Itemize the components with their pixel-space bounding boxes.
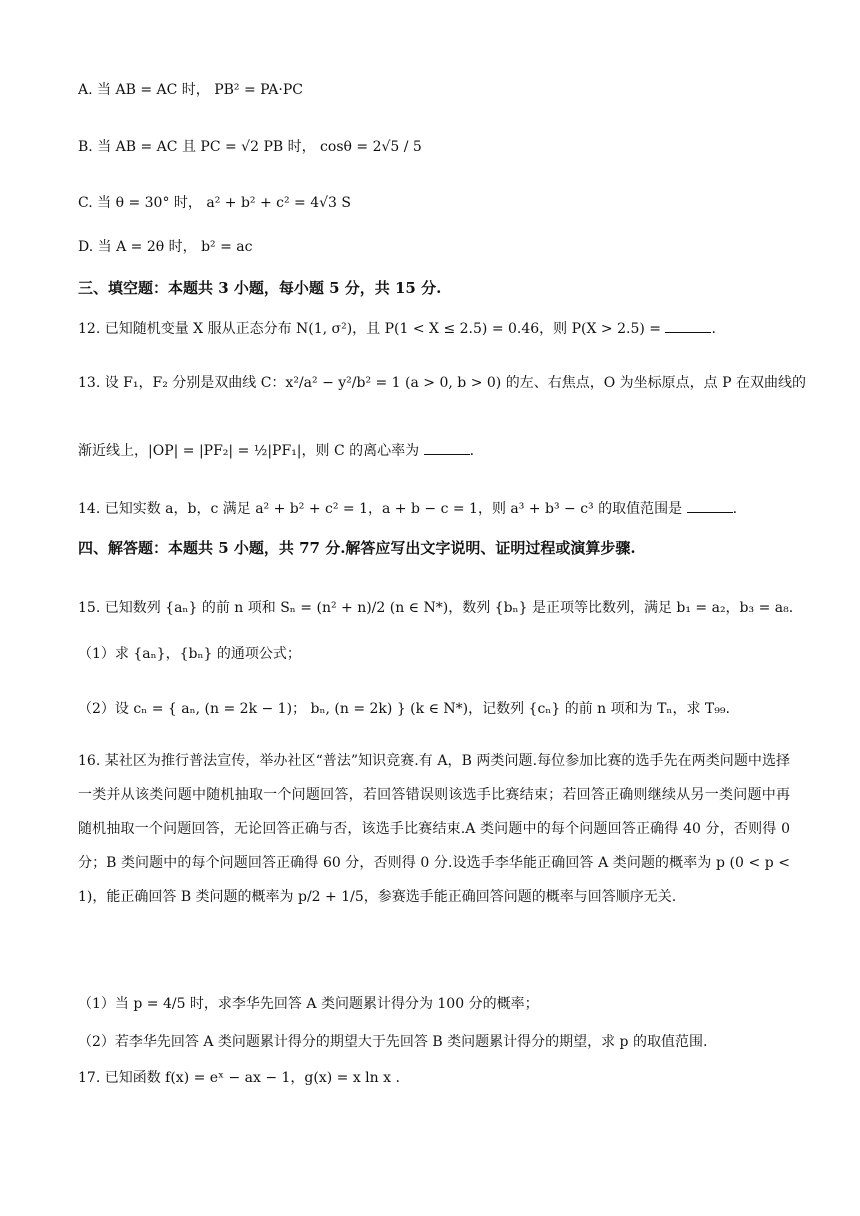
answer-blank bbox=[665, 318, 711, 333]
question-15-part-2: （2）设 cₙ = { aₙ, (n = 2k − 1)； bₙ, (n = 2k) } (k ∈ N*)，记数列 {cₙ} 的前 n 项和为 Tₙ，求 T₉₉. bbox=[78, 701, 730, 717]
question-15-stem: 15. 已知数列 {aₙ} 的前 n 项和 Sₙ = (n² + n)/2 (n ∈ N*)，数列 {bₙ} 是正项等比数列，满足 b₁ = a₂，b₃ = a₈. bbox=[78, 600, 794, 616]
question-16-part-2: （2）若李华先回答 A 类问题累计得分的期望大于先回答 B 类问题累计得分的期望，求 p 的取值范围. bbox=[78, 1034, 708, 1050]
option-d: D. 当 A = 2θ 时， b² = ac bbox=[78, 239, 253, 255]
question-15-part-1: （1）求 {aₙ}，{bₙ} 的通项公式； bbox=[78, 646, 301, 662]
answer-blank bbox=[424, 440, 470, 455]
question-13-line-2: 渐近线上，|OP| = |PF₂| = ½|PF₁|，则 C 的离心率为 . bbox=[78, 440, 790, 461]
option-b: B. 当 AB = AC 且 PC = √2 PB 时， cosθ = 2√5 / 5 bbox=[78, 139, 422, 155]
section-3-heading: 三、填空题：本题共 3 小题，每小题 5 分，共 15 分. bbox=[78, 279, 442, 297]
section-4-heading: 四、解答题：本题共 5 小题，共 77 分.解答应写出文字说明、证明过程或演算步骤. bbox=[78, 539, 636, 557]
question-12: 12. 已知随机变量 X 服从正态分布 N(1, σ²)，且 P(1 < X ≤ 2.5) = 0.46，则 P(X > 2.5) = . bbox=[78, 318, 790, 339]
option-a: A. 当 AB = AC 时， PB² = PA·PC bbox=[78, 82, 303, 98]
answer-blank bbox=[687, 498, 733, 513]
question-16-part-1: （1）当 p = 4/5 时，求李华先回答 A 类问题累计得分为 100 分的概率； bbox=[78, 996, 539, 1012]
question-17: 17. 已知函数 f(x) = eˣ − ax − 1，g(x) = x ln x . bbox=[78, 1070, 400, 1086]
question-14: 14. 已知实数 a，b，c 满足 a² + b² + c² = 1，a + b − c = 1，则 a³ + b³ − c³ 的取值范围是 . bbox=[78, 498, 790, 519]
question-13-line-1: 13. 设 F₁，F₂ 分别是双曲线 C：x²/a² − y²/b² = 1 (a > 0, b > 0) 的左、右焦点，O 为坐标原点，点 P 在双曲线的 bbox=[78, 375, 806, 391]
option-c: C. 当 θ = 30° 时， a² + b² + c² = 4√3 S bbox=[78, 195, 352, 211]
question-16-stem: 16. 某社区为推行普法宣传，举办社区“普法”知识竞赛.有 A，B 两类问题.每位参加比赛的选手先在两类问题中选择一类并从该类问题中随机抽取一个问题回答，若回答错误则该选手比赛结束；若回答正确则继续从另一类问题中再随机抽取一个问题回答，无论回答正确与否，该选手比赛结束.A 类问题中的每个问题回答正确得 40 分，否则得 0 分；B 类问题中的每个问题回答正确得 60 分，否则得 0 分.设选手李华能正确回答 A 类问题的概率为 p (0 < p < 1)，能正确回答 B 类问题的概率为 p/2 + 1/5，参赛选手能正确回答问题的概率与回答顺序无关. bbox=[78, 753, 790, 905]
